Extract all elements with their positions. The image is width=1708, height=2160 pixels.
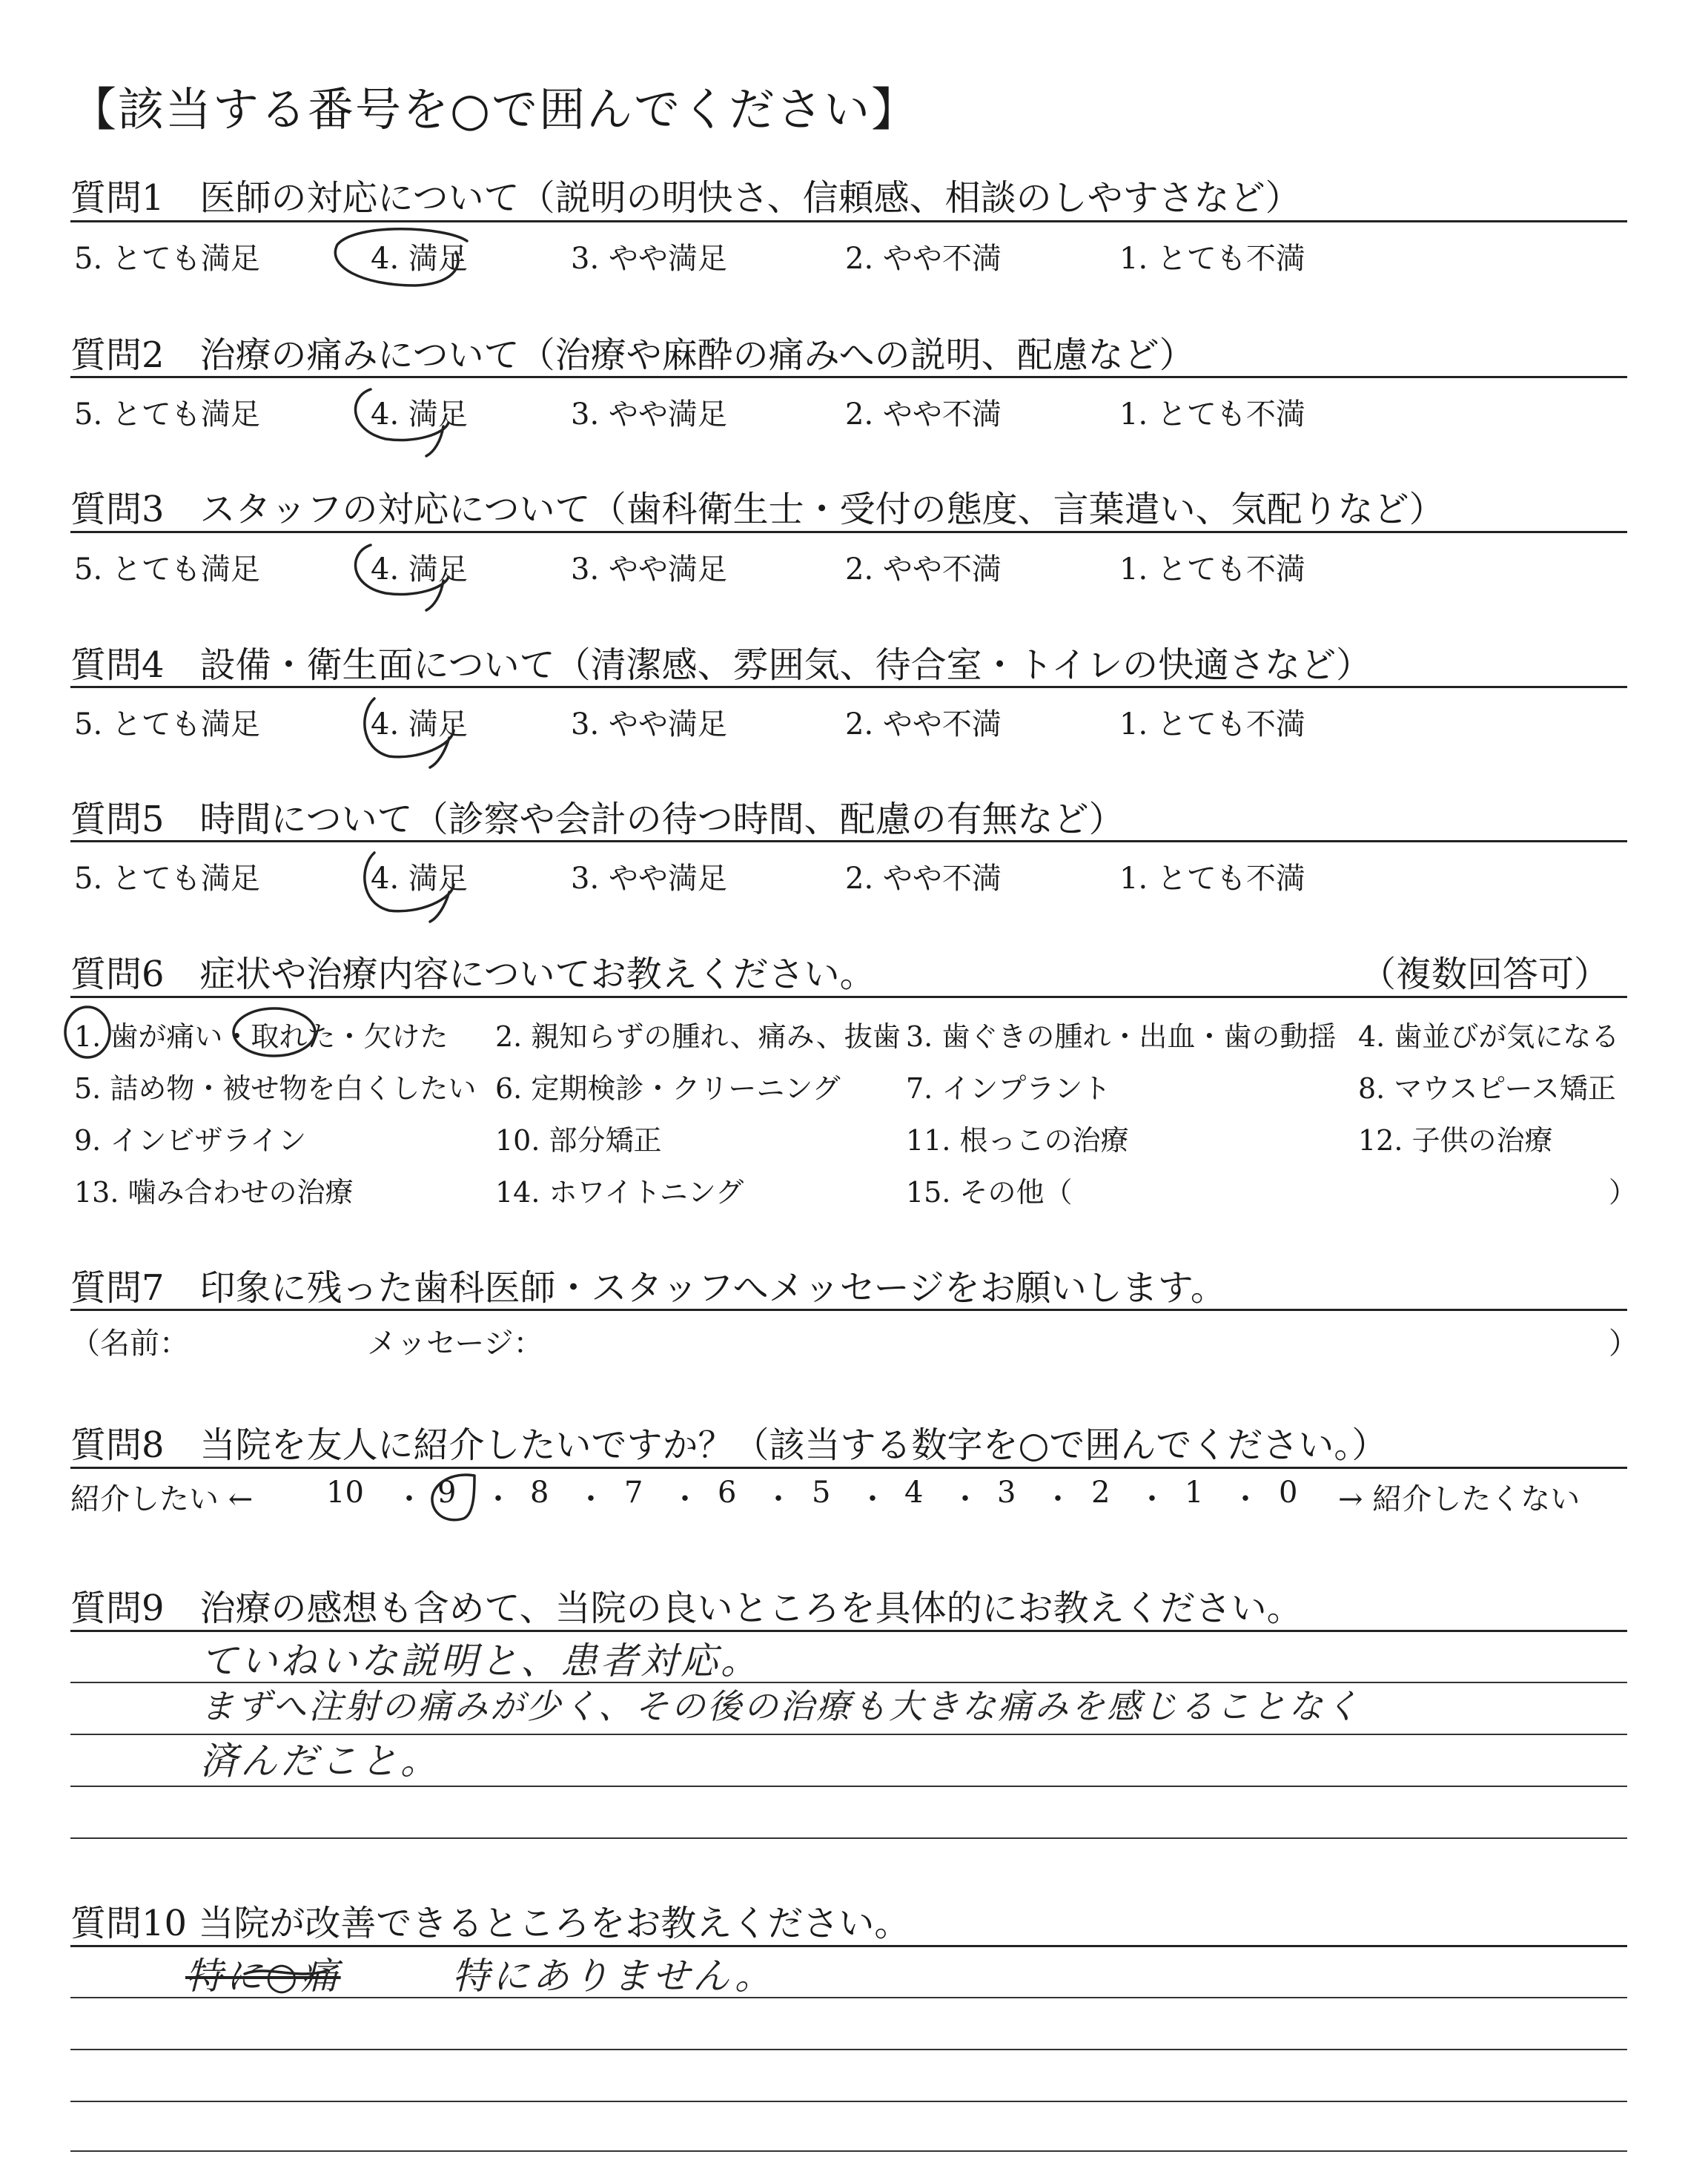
q9-answer-line-2: まずへ注射の痛みが少く、その後の治療も大きな痛みを感じることなく [200, 1686, 1362, 1726]
q9-answer-line-1: ていねいな説明と、患者対応。 [200, 1639, 761, 1682]
selection-circle-q6-toreta [234, 1008, 315, 1056]
scale-dot: ・ [670, 1482, 700, 1516]
q6-other-close: ） [1609, 1176, 1638, 1209]
q6-item-15[interactable]: 15. その他（ [906, 1176, 1073, 1209]
selection-circle-q4 [365, 698, 454, 767]
q1-option-1[interactable]: 1. とても不満 [1119, 242, 1305, 276]
question-1: 質問1 医師の対応について（説明の明快さ、信頼感、相談のしやすさなど） [70, 177, 1301, 219]
q2-option-4[interactable]: 4. 満足 [371, 397, 468, 432]
q6-item-12[interactable]: 12. 子供の治療 [1358, 1124, 1553, 1157]
selection-circle-q6-1 [65, 1007, 110, 1057]
q4-option-4[interactable]: 4. 満足 [371, 707, 468, 742]
question-4: 質問4 設備・衛生面について（清潔感、雰囲気、待合室・トイレの快適さなど） [70, 644, 1372, 686]
scale-dot: ・ [764, 1482, 793, 1516]
scale-9[interactable]: 9 [437, 1476, 457, 1510]
scale-dot: ・ [394, 1482, 424, 1516]
q3-option-2[interactable]: 2. やや不満 [845, 552, 1002, 587]
q4-option-3[interactable]: 3. やや満足 [571, 707, 727, 742]
question-3: 質問3 スタッフの対応について（歯科衛生士・受付の態度、言葉遣い、気配りなど） [70, 489, 1445, 530]
question-9: 質問9 治療の感想も含めて、当院の良いところを具体的にお教えください。 [70, 1588, 1302, 1629]
q1-option-5[interactable]: 5. とても満足 [74, 242, 260, 276]
q6-item-8[interactable]: 8. マウスピース矯正 [1358, 1072, 1616, 1105]
q10-struck-text: 特に○痛 [185, 1955, 341, 1998]
q1-option-3[interactable]: 3. やや満足 [571, 242, 727, 276]
scale-dot: ・ [576, 1482, 606, 1516]
q5-option-1[interactable]: 1. とても不満 [1119, 862, 1305, 896]
q10-answer: 特にありません。 [452, 1955, 775, 1998]
q6-item-14[interactable]: 14. ホワイトニング [495, 1176, 744, 1209]
scale-dot: ・ [858, 1482, 887, 1516]
scale-dot: ・ [1043, 1482, 1073, 1516]
scale-dot: ・ [950, 1482, 980, 1516]
scale-10[interactable]: 10 [326, 1476, 364, 1510]
q4-option-2[interactable]: 2. やや不満 [845, 707, 1002, 742]
q1-option-4[interactable]: 4. 満足 [371, 242, 468, 276]
question-2: 質問2 治療の痛みについて（治療や麻酔の痛みへの説明、配慮など） [70, 334, 1195, 376]
selection-circle-q3 [356, 545, 448, 610]
q6-item-13[interactable]: 13. 噛み合わせの治療 [74, 1176, 354, 1209]
q6-item-5[interactable]: 5. 詰め物・被せ物を白くしたい [74, 1072, 477, 1105]
q5-option-5[interactable]: 5. とても満足 [74, 862, 260, 896]
scale-4[interactable]: 4 [904, 1476, 924, 1510]
q3-option-3[interactable]: 3. やや満足 [571, 552, 727, 587]
scale-dot: ・ [1137, 1482, 1167, 1516]
q3-option-1[interactable]: 1. とても不満 [1119, 552, 1305, 587]
not-recommend-label: → 紹介したくない [1338, 1482, 1580, 1516]
question-10: 質問10 当院が改善できるところをお教えください。 [70, 1903, 910, 1944]
q6-item-7[interactable]: 7. インプラント [906, 1072, 1111, 1105]
q5-option-4[interactable]: 4. 満足 [371, 862, 468, 896]
q6-item-9[interactable]: 9. インビザライン [74, 1124, 307, 1157]
selection-circle-q2 [356, 389, 448, 456]
question-5: 質問5 時間について（診察や会計の待つ時間、配慮の有無など） [70, 799, 1125, 840]
q4-option-5[interactable]: 5. とても満足 [74, 707, 260, 742]
q6-item-1[interactable]: 1. 歯が痛い・取れた・欠けた [74, 1020, 448, 1053]
selection-circle-q5 [365, 853, 454, 922]
question-6: 質問6 症状や治療内容についてお教えください。 [70, 954, 875, 995]
q3-option-5[interactable]: 5. とても満足 [74, 552, 260, 587]
q6-item-2[interactable]: 2. 親知らずの腫れ、痛み、抜歯 [495, 1020, 901, 1053]
selection-circle-q8 [432, 1475, 474, 1520]
q9-answer-line-3: 済んだこと。 [200, 1740, 440, 1783]
recommend-label: 紹介したい ← [70, 1482, 254, 1516]
q6-item-4[interactable]: 4. 歯並びが気になる [1358, 1020, 1620, 1053]
scale-6[interactable]: 6 [718, 1476, 737, 1510]
scale-dot: ・ [483, 1482, 513, 1516]
strike-scribble [245, 1971, 326, 1974]
message-close: ） [1609, 1327, 1638, 1361]
form-title: 【該当する番号を○で囲んでください】 [70, 82, 919, 136]
q5-option-2[interactable]: 2. やや不満 [845, 862, 1002, 896]
q6-item-11[interactable]: 11. 根っこの治療 [906, 1124, 1129, 1157]
q2-option-5[interactable]: 5. とても満足 [74, 397, 260, 432]
question-7: 質問7 印象に残った歯科医師・スタッフへメッセージをお願いします。 [70, 1267, 1226, 1309]
multiple-answers-note: （複数回答可） [1360, 954, 1610, 995]
scale-3[interactable]: 3 [997, 1476, 1016, 1510]
scale-dot: ・ [1231, 1482, 1260, 1516]
q6-item-3[interactable]: 3. 歯ぐきの腫れ・出血・歯の動揺 [906, 1020, 1337, 1053]
message-label: メッセージ： [367, 1327, 543, 1361]
q2-option-1[interactable]: 1. とても不満 [1119, 397, 1305, 432]
scale-8[interactable]: 8 [530, 1476, 549, 1510]
question-8: 質問8 当院を友人に紹介したいですか？（該当する数字を○で囲んでください。） [70, 1424, 1388, 1466]
scale-1[interactable]: 1 [1185, 1476, 1204, 1510]
q4-option-1[interactable]: 1. とても不満 [1119, 707, 1305, 742]
q2-option-2[interactable]: 2. やや不満 [845, 397, 1002, 432]
q5-option-3[interactable]: 3. やや満足 [571, 862, 727, 896]
scale-2[interactable]: 2 [1091, 1476, 1110, 1510]
q6-item-10[interactable]: 10. 部分矯正 [495, 1124, 662, 1157]
q1-option-2[interactable]: 2. やや不満 [845, 242, 1002, 276]
scale-0[interactable]: 0 [1279, 1476, 1298, 1510]
q3-option-4[interactable]: 4. 満足 [371, 552, 468, 587]
scale-7[interactable]: 7 [624, 1476, 643, 1510]
q6-item-6[interactable]: 6. 定期検診・クリーニング [495, 1072, 841, 1105]
name-label: （名前： [70, 1327, 189, 1361]
selection-circle-q1 [335, 229, 467, 285]
scale-5[interactable]: 5 [812, 1476, 831, 1510]
q2-option-3[interactable]: 3. やや満足 [571, 397, 727, 432]
